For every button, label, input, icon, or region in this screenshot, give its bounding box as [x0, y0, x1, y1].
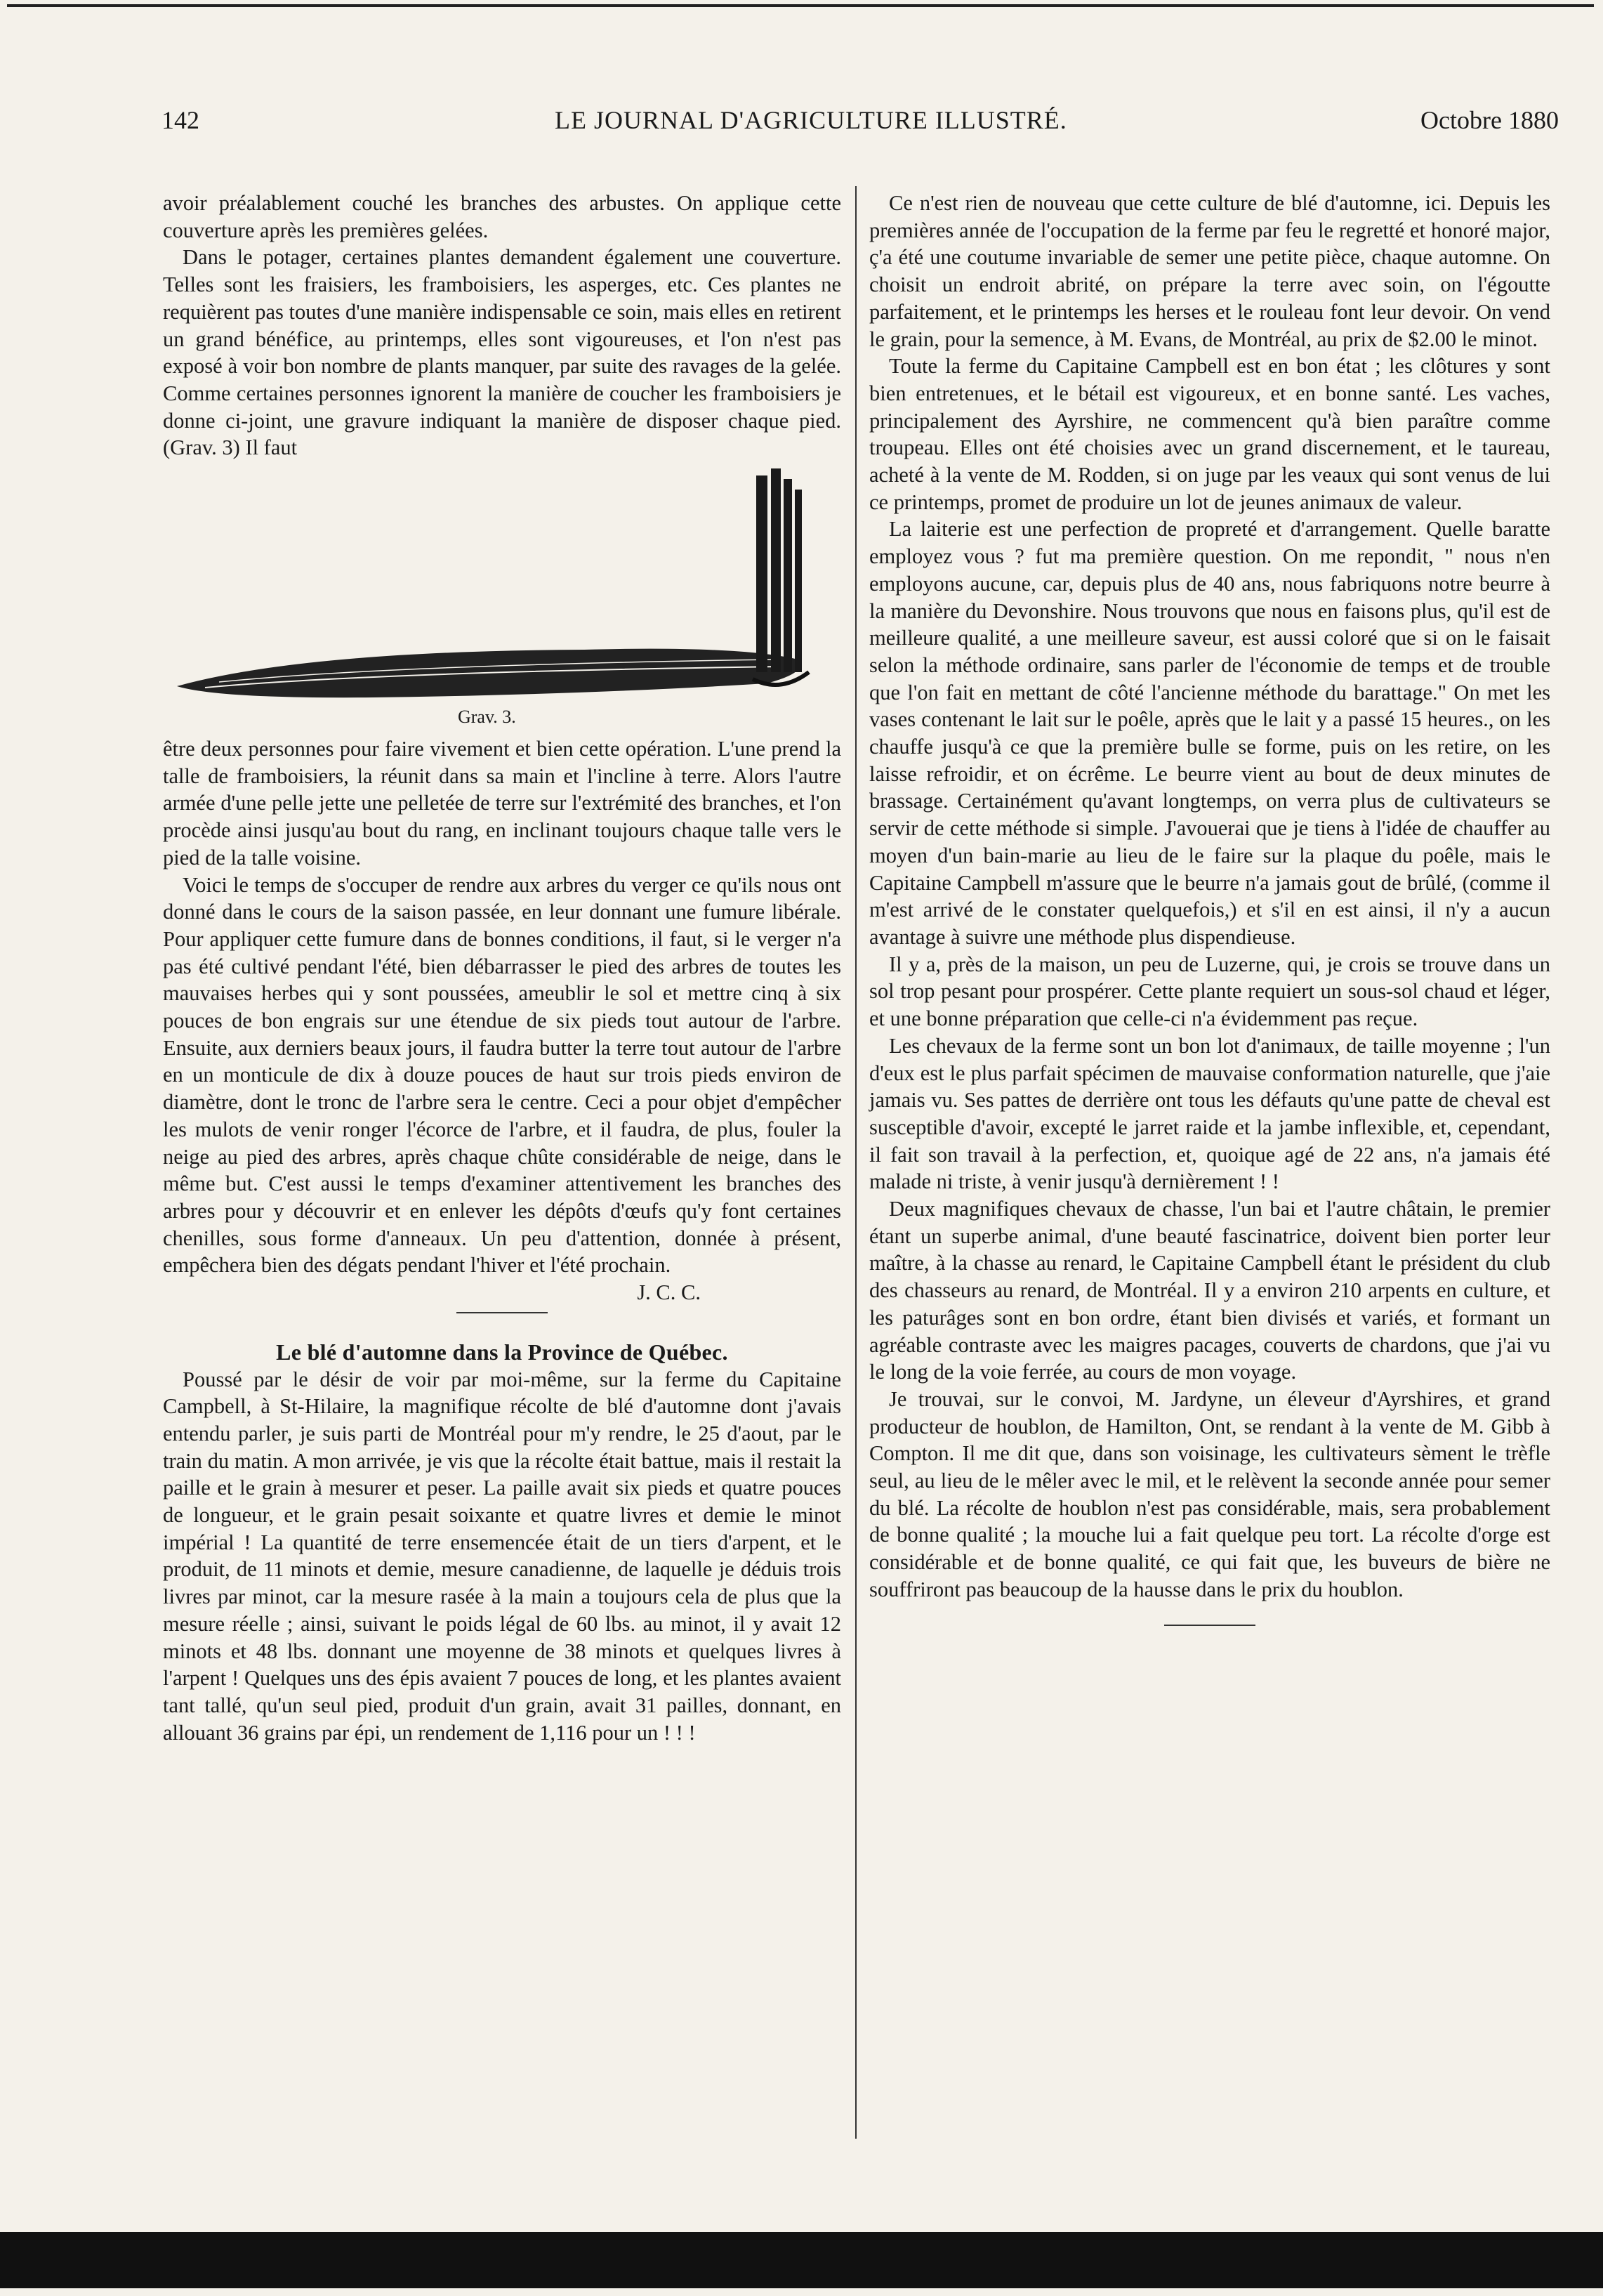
paragraph: Toute la ferme du Capitaine Campbell est en bon état ; les clôtures y sont bien entretenues, et le bétail est vigoureux, et en bonne santé. Les vaches, principalement des Ayrshire, ne commencent qu'à bien paraître comme troupeau. Elles ont été choisies avec un grand discernement, et le taureau, acheté à la vente de M. Rodden, si on juge par les veaux qui sont venus de lui ce printemps, promet de produire un lot de jeunes animaux de valeur. [869, 354, 1550, 514]
paragraph: avoir préalablement couché les branches des arbustes. On applique cette couverture après les premières gelées. [163, 191, 841, 242]
signature: J. C. C. [637, 1280, 701, 1305]
figure-caption: Grav. 3. [458, 707, 516, 728]
paragraph: être deux personnes pour faire vivement et bien cette opération. L'une prend la talle de framboisiers, la réunit dans sa main et l'incline à terre. Alors l'autre armée d'une pelle jette une pelletée de terre sur l'extrémité des branches, et l'on procède ainsi jusqu'au bout du rang, en inclinant toujours chaque talle vers le pied de la talle voisine. [163, 737, 841, 870]
scan-edge-marks [6, 42, 14, 1728]
paragraph: Il y a, près de la maison, un peu de Luzerne, qui, je crois se trouve dans un sol trop pesant pour prospérer. Cette plante requiert un sous-sol chaud et léger, et une bonne préparation que celle-ci n'a évidemment pas reçue. [869, 952, 1550, 1031]
column-divider [855, 186, 857, 2139]
paragraph: Ce n'est rien de nouveau que cette culture de blé d'automne, ici. Depuis les premières année de l'occupation de la ferme par feu le regretté et honoré major, ç'a été une coutume invariable de semer une petite pièce, chaque automne. On choisit un endroit abrité, on prépare la terre avec soin, on l'égoutte parfaitement, et le printemps les herses et le rouleau font leur devoir. On vend le grain, pour la semence, à M. Evans, de Montréal, au prix de $2.00 le minot. [869, 191, 1550, 351]
issue-date: Octobre 1880 [1420, 106, 1559, 134]
page-header [161, 105, 1559, 155]
scan-bottom-band [0, 2232, 1603, 2288]
paragraph: Poussé par le désir de voir par moi-même, sur la ferme du Capitaine Campbell, à St-Hilaire, la magnifique récolte de blé d'automne dont j'avais entendu parler, je suis parti de Montréal pour m'y rendre, le 25 d'aout, par le train du matin. A mon arrivée, je vis que la récolte était battue, mais il restait la paille et le grain à mesurer et peser. La paille avait six pieds et quatre pouces de longueur, et le grain pesait soixante et quatre livres et demie le minot impérial ! La quantité de terre ensemencée était de un tiers d'arpent, et le produit, de 11 minots et demie, mesure canadienne, de laquelle je déduis trois livres par minot, car la mesure rasée à la main a toujours cela de plus que la mesure réelle ; ainsi, suivant le poids légal de 60 lbs. au minot, il y avait 12 minots et 48 lbs. donnant une moyenne de 38 minots et quelques livres à l'arpent ! Quelques uns des épis avaient 7 pouces de long, et les plantes avaient tant tallé, qu'un seul pied, produit d'un grain, avait 31 pailles, donnant, en allouant 36 grains par épi, un rendement de 1,116 pour un ! ! ! [163, 1367, 841, 1745]
right-column [869, 190, 1550, 1626]
figure-raspberry-canes [163, 461, 841, 735]
top-rule [7, 4, 1594, 7]
paragraph: Dans le potager, certaines plantes demandent également une couverture. Telles sont les fraisiers, les framboisiers, les asperges, etc. Ces plantes ne requièrent pas toutes d'une manière indispensable ce soin, mais elles en retirent un grand bénéfice, au printemps, elles sont vigoureuses, et l'on n'est pas exposé à voir bon nombre de plants manquer, par suite des ravages de la gelée. Comme certaines personnes ignorent la manière de coucher les framboisiers je donne ci-joint, une gravure indiquant la manière de disposer chaque pied. (Grav. 3) Il faut [163, 245, 841, 460]
left-column [163, 190, 841, 1746]
paragraph: La laiterie est une perfection de propreté et d'arrangement. Quelle baratte employez vous ? fut ma première question. On me repondit, " nous n'en employons aucune, car, depuis plus de 40 ans, nous fabriquons notre beurre à la manière du Devonshire. Nous trouvons que nous en faisons plus, qu'il est de meilleure qualité, a une meilleure saveur, est aussi coloré que si on le faisait selon la méthode ordinaire, sans parler de l'économie de temps et de trouble que l'on fait en mettant de côté l'ancienne méthode du barattage." On met les vases contenant le lait sur le poêle, après que le lait y a passé 15 heures., on les chauffe jusqu'à ce que la première bulle se forme, puis on les retire, on les laisse refroidir, et on écrême. Le beurre vient au bout de deux minutes de brassage. Certainément qu'avant longtemps, on verra plus de cultivateurs se servir de cette méthode si simple. J'avouerai que je tiens à l'idée de chauffer au moyen d'un bain-marie au lieu de le faire sur la plaque du poêle, mais le Capitaine Campbell m'assure que le beurre n'a jamais gout de brûlé, (comme il m'est arrivé de le constater quelquefois,) et s'il en est ainsi, il n'y a aucun avantage à suivre une méthode plus dispendieuse. [869, 517, 1550, 949]
section-divider [1164, 1625, 1255, 1626]
paragraph: Les chevaux de la ferme sont un bon lot d'animaux, de taille moyenne ; l'un d'eux est le plus parfait spécimen de mauvaise conformation naturelle, que j'aie jamais vu. Ses pattes de derrière ont tous les défauts qu'une patte de cheval est susceptible d'avoir, excepté le jarret raide et la jambe inflexible, et, cependant, il fait son travail à la perfection, et, quoique agé de 22 ans, n'a jamais été malade ni triste, à venir jusqu'à dernièrement ! ! [869, 1033, 1550, 1194]
paragraph: Je trouvai, sur le convoi, M. Jardyne, un éleveur d'Ayrshires, et grand producteur de houblon, de Hamilton, Ont, se rendant à la vente de M. Gibb à Compton. Il me dit que, dans son voisinage, les cultivateurs sèment le trèfle seul, au lieu de le mêler avec le mil, et le relèvent la seconde année pour semer du blé. La récolte de houblon n'est pas considérable, mais, sera probablement de bonne qualité ; la mouche lui a fait quelque peu tort. La récolte d'orge est considérable et de bonne qualité, ce qui fait que, les buveurs de bière ne souffriront pas beaucoup de la hausse dans le prix du houblon. [869, 1386, 1550, 1601]
raspberry-canes-engraving [163, 461, 841, 700]
paragraph: Deux magnifiques chevaux de chasse, l'un bai et l'autre châtain, le premier étant un superbe animal, d'une beauté fascinatrice, doivent bien porter leur maître, à la chasse au renard, le Capitaine Campbell étant le président du club des chasseurs au renard, de Montréal. Il y a environ 210 arpents en culture, et les paturâges sont en bon ordre, étant bien divisés et variés, et formant un agréable contraste avec les maigres pacages, couverts de chardons, que j'ai vu le long de la voie ferrée, au cours de mon voyage. [869, 1197, 1550, 1384]
page-number: 142 [161, 106, 199, 134]
section-divider [456, 1312, 548, 1313]
journal-title: LE JOURNAL D'AGRICULTURE ILLUSTRÉ. [555, 106, 1067, 134]
paragraph: Voici le temps de s'occuper de rendre aux arbres du verger ce qu'ils nous ont donné dans le cours de la saison passée, en leur donnant une fumure libérale. Pour appliquer cette fumure dans de bonnes conditions, il faut, si le verger n'a pas été cultivé pendant l'été, bien débarrasser le pied des arbres de toutes les mauvaises herbes qui y sont poussées, ameublir le sol et mettre cinq à six pouces de bon engrais sur une étendue de six pieds tout autour de l'arbre. Ensuite, aux derniers beaux jours, il faudra butter la terre tout autour de l'arbre en un monticule de dix à douze pouces de haut sur trois pieds environ de diamètre, dont le tronc de l'arbre sera le centre. Ceci a pour objet d'empêcher les mulots de venir ronger l'écorce de l'arbre, et il faudra, de plus, fouler la neige au pied des arbres, après chaque chûte considérable de neige, dans le même but. C'est aussi le temps d'examiner attentivement les branches des arbres pour y découvrir et en enlever les dépôts d'œufs qu'y font certaines chenilles, sous forme d'anneaux. Un peu d'attention, donnée à présent, empêchera bien des dégats pendant l'hiver et l'été prochain. [163, 872, 841, 1278]
section-title: Le blé d'automne dans la Province de Québec. [276, 1339, 728, 1365]
